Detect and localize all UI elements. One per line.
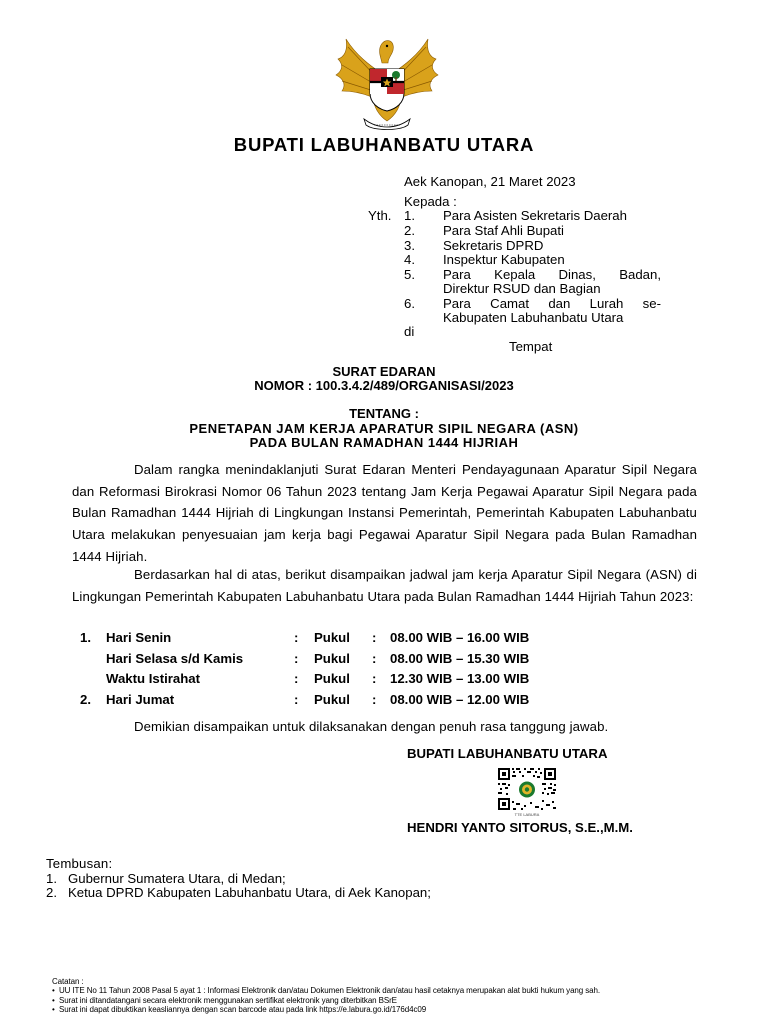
schedule-table bbox=[0, 630, 768, 710]
list-item: • UU ITE No 11 Tahun 2008 Pasal 5 ayat 1 : Informasi Elektronik dan/atau Dokumen Elektronik dan/atau hasil cetaknya merupakan alat bukti hukum yang sah. bbox=[52, 986, 600, 995]
closing-sentence: Demikian disampaikan untuk dilaksanakan dengan penuh rasa tanggung jawab. bbox=[134, 719, 609, 734]
table-row: Waktu Istirahat : Pukul : 12.30 WIB – 13.00 WIB bbox=[106, 671, 530, 686]
signatory-name: HENDRI YANTO SITORUS, S.E.,M.M. bbox=[407, 820, 633, 835]
surat-edaran-heading: SURAT EDARAN bbox=[332, 364, 436, 379]
catatan-list bbox=[52, 986, 752, 1015]
yth-label: Yth. bbox=[368, 208, 392, 223]
subject-line-1: PENETAPAN JAM KERJA APARATUR SIPIL NEGARA (ASN) bbox=[189, 421, 579, 436]
tempat-label: Tempat bbox=[509, 339, 553, 354]
table-row: Hari Selasa s/d Kamis : Pukul : 08.00 WIB – 15.30 WIB bbox=[106, 651, 530, 666]
list-item: • Surat ini dapat dibuktikan keasliannya dengan scan barcode atau pada link https://e.labura.go.id/176d4c09 bbox=[52, 1005, 427, 1014]
table-row: 2. Hari Jumat : Pukul : 08.00 WIB – 12.00 WIB bbox=[80, 692, 530, 707]
catatan-label: Catatan : bbox=[52, 977, 84, 986]
letterhead-title: BUPATI LABUHANBATU UTARA bbox=[233, 134, 535, 155]
qr-caption: TTE LABURA bbox=[514, 812, 540, 817]
body-paragraph-1: Dalam rangka menindaklanjuti Surat Edaran Menteri Pendayagunaan Aparatur Sipil Negara dan Reformasi Birokrasi Nomor 06 Tahun 2023 tentang Jam Kerja Pegawai Aparatur Sipil Negara pada Bulan Ramadhan 1444 Hijriah di Lingkungan Instansi Pemerintah, Pemerintah Kabupaten Labuhanbatu Utara melakukan penyesuaian jam kerja bagi Pegawai Aparatur Sipil Negara pada Bulan Ramadhan 1444 Hijriah. bbox=[72, 462, 697, 564]
list-item: 1. Gubernur Sumatera Utara, di Medan; bbox=[46, 871, 286, 886]
tembusan-label: Tembusan: bbox=[46, 856, 113, 871]
list-item: • Surat ini ditandatangani secara elektronik menggunakan sertifikat elektronik yang diterbitkan BSrE bbox=[52, 995, 397, 1005]
garuda-emblem-icon bbox=[334, 35, 440, 135]
di-label: di bbox=[404, 324, 415, 339]
table-row: 1. Hari Senin : Pukul : 08.00 WIB – 16.00 WIB bbox=[80, 630, 530, 645]
qr-code-icon bbox=[497, 767, 557, 811]
tentang-heading: TENTANG : bbox=[349, 406, 419, 421]
signature-office: BUPATI LABUHANBATU UTARA bbox=[407, 746, 608, 761]
place-date: Aek Kanopan, 21 Maret 2023 bbox=[404, 174, 576, 189]
nomor-heading: NOMOR : 100.3.4.2/489/ORGANISASI/2023 bbox=[254, 378, 514, 393]
subject-line-2: PADA BULAN RAMADHAN 1444 HIJRIAH bbox=[249, 435, 519, 450]
kepada-label: Kepada : bbox=[404, 194, 457, 209]
tembusan-list bbox=[46, 871, 646, 901]
body-paragraph-2: Berdasarkan hal di atas, berikut disampaikan jadwal jam kerja Aparatur Sipil Negara (ASN) di Lingkungan Pemerintah Kabupaten Labuhanbatu Utara pada Bulan Ramadhan 1444 Hijriah Tahun 2023: bbox=[72, 567, 697, 604]
list-item: 2. Ketua DPRD Kabupaten Labuhanbatu Utara, di Aek Kanopan; bbox=[46, 885, 431, 900]
